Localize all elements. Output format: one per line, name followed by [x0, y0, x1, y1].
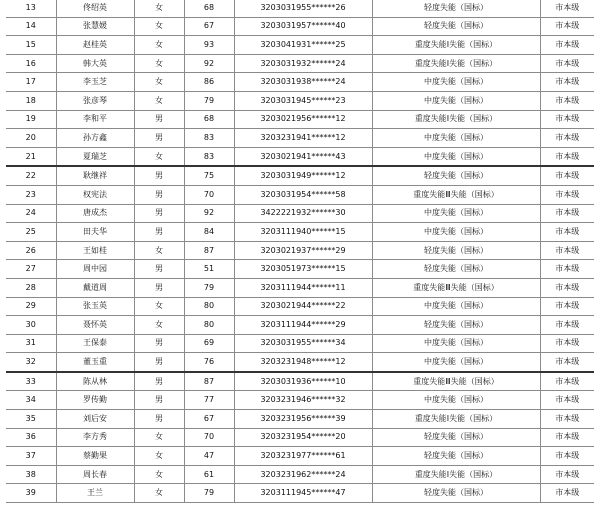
row-number-cell: 27 — [6, 260, 56, 279]
name-cell: 戴道周 — [56, 278, 134, 297]
table-row — [6, 391, 594, 410]
row-number-cell: 37 — [6, 447, 56, 466]
disability-grade-cell: 重度失能Ⅰ失能（国标） — [372, 54, 540, 73]
table-row — [6, 241, 594, 260]
id-number-cell: 3203051973******15 — [234, 260, 372, 279]
row-number-cell: 18 — [6, 91, 56, 110]
disability-grade-cell: 重度失能Ⅰ失能（国标） — [372, 36, 540, 55]
table-row — [6, 54, 594, 73]
disability-grade-cell: 中度失能（国标） — [372, 204, 540, 223]
region-cell: 市本级 — [540, 391, 594, 410]
age-cell: 83 — [184, 147, 234, 166]
gender-cell: 男 — [134, 278, 184, 297]
row-number-cell: 34 — [6, 391, 56, 410]
name-cell: 韩大英 — [56, 54, 134, 73]
id-number-cell: 3203031945******23 — [234, 91, 372, 110]
age-cell: 84 — [184, 223, 234, 242]
name-cell: 王保泰 — [56, 334, 134, 353]
age-cell: 77 — [184, 391, 234, 410]
age-cell: 79 — [184, 484, 234, 503]
table-row — [6, 447, 594, 466]
gender-cell: 男 — [134, 410, 184, 429]
gender-cell: 女 — [134, 147, 184, 166]
region-cell: 市本级 — [540, 204, 594, 223]
id-number-cell: 3203111945******47 — [234, 484, 372, 503]
disability-grade-cell: 轻度失能（国标） — [372, 484, 540, 503]
table-row — [6, 484, 594, 503]
disability-grade-cell: 轻度失能（国标） — [372, 260, 540, 279]
region-cell: 市本级 — [540, 447, 594, 466]
id-number-cell: 3203031936******10 — [234, 372, 372, 391]
age-cell: 61 — [184, 465, 234, 484]
name-cell: 李方秀 — [56, 428, 134, 447]
disability-grade-cell: 重度失能Ⅲ失能（国标） — [372, 372, 540, 391]
table-row — [6, 166, 594, 185]
row-number-cell: 38 — [6, 465, 56, 484]
age-cell: 79 — [184, 91, 234, 110]
name-cell: 周长春 — [56, 465, 134, 484]
age-cell: 87 — [184, 372, 234, 391]
age-cell: 87 — [184, 241, 234, 260]
age-cell: 75 — [184, 166, 234, 185]
gender-cell: 男 — [134, 391, 184, 410]
region-cell: 市本级 — [540, 465, 594, 484]
id-number-cell: 3203021956******12 — [234, 110, 372, 129]
age-cell: 69 — [184, 334, 234, 353]
disability-grade-cell: 轻度失能（国标） — [372, 241, 540, 260]
id-number-cell: 3203031955******26 — [234, 0, 372, 17]
gender-cell: 女 — [134, 465, 184, 484]
table-row — [6, 0, 594, 17]
disability-grade-cell: 轻度失能（国标） — [372, 428, 540, 447]
table-row — [6, 278, 594, 297]
table-row — [6, 297, 594, 316]
name-cell: 耿继祥 — [56, 166, 134, 185]
age-cell: 67 — [184, 17, 234, 36]
gender-cell: 男 — [134, 353, 184, 372]
disability-grade-cell: 中度失能（国标） — [372, 391, 540, 410]
region-cell: 市本级 — [540, 484, 594, 503]
disability-grade-cell: 中度失能（国标） — [372, 73, 540, 92]
region-cell: 市本级 — [540, 36, 594, 55]
id-number-cell: 3203231954******20 — [234, 428, 372, 447]
gender-cell: 男 — [134, 185, 184, 204]
name-cell: 权宪法 — [56, 185, 134, 204]
disability-grade-cell: 重度失能Ⅲ失能（国标） — [372, 278, 540, 297]
id-number-cell: 3203031949******12 — [234, 166, 372, 185]
gender-cell: 女 — [134, 73, 184, 92]
region-cell: 市本级 — [540, 166, 594, 185]
name-cell: 赵桂英 — [56, 36, 134, 55]
row-number-cell: 13 — [6, 0, 56, 17]
disability-grade-cell: 中度失能（国标） — [372, 129, 540, 148]
id-number-cell: 3203231956******39 — [234, 410, 372, 429]
gender-cell: 男 — [134, 110, 184, 129]
gender-cell: 女 — [134, 91, 184, 110]
id-number-cell: 3203021944******22 — [234, 297, 372, 316]
row-number-cell: 21 — [6, 147, 56, 166]
table-row — [6, 465, 594, 484]
age-cell: 80 — [184, 316, 234, 335]
id-number-cell: 3203021937******29 — [234, 241, 372, 260]
gender-cell: 男 — [134, 204, 184, 223]
id-number-cell: 3203231977******61 — [234, 447, 372, 466]
table-row — [6, 428, 594, 447]
age-cell: 51 — [184, 260, 234, 279]
region-cell: 市本级 — [540, 54, 594, 73]
region-cell: 市本级 — [540, 410, 594, 429]
row-number-cell: 30 — [6, 316, 56, 335]
row-number-cell: 31 — [6, 334, 56, 353]
row-number-cell: 14 — [6, 17, 56, 36]
table-row — [6, 91, 594, 110]
gender-cell: 男 — [134, 372, 184, 391]
gender-cell: 男 — [134, 129, 184, 148]
age-cell: 92 — [184, 54, 234, 73]
id-number-cell: 3203111940******15 — [234, 223, 372, 242]
table-row — [6, 185, 594, 204]
table-row — [6, 372, 594, 391]
region-cell: 市本级 — [540, 185, 594, 204]
name-cell: 王兰 — [56, 484, 134, 503]
gender-cell: 女 — [134, 0, 184, 17]
gender-cell: 女 — [134, 447, 184, 466]
row-number-cell: 17 — [6, 73, 56, 92]
table-row — [6, 17, 594, 36]
table-row — [6, 316, 594, 335]
table-row — [6, 147, 594, 166]
region-cell: 市本级 — [540, 223, 594, 242]
row-number-cell: 20 — [6, 129, 56, 148]
table-row — [6, 410, 594, 429]
name-cell: 田夫华 — [56, 223, 134, 242]
row-number-cell: 35 — [6, 410, 56, 429]
region-cell: 市本级 — [540, 241, 594, 260]
id-number-cell: 3203031938******24 — [234, 73, 372, 92]
name-cell: 周中园 — [56, 260, 134, 279]
age-cell: 76 — [184, 353, 234, 372]
disability-grade-cell: 中度失能（国标） — [372, 91, 540, 110]
table-row — [6, 129, 594, 148]
table-row — [6, 334, 594, 353]
disability-grade-cell: 重度失能Ⅰ失能（国标） — [372, 110, 540, 129]
age-cell: 70 — [184, 185, 234, 204]
table-row — [6, 223, 594, 242]
row-number-cell: 25 — [6, 223, 56, 242]
gender-cell: 男 — [134, 166, 184, 185]
gender-cell: 女 — [134, 316, 184, 335]
age-cell: 47 — [184, 447, 234, 466]
id-number-cell: 3203111944******11 — [234, 278, 372, 297]
id-number-cell: 3203041931******25 — [234, 36, 372, 55]
row-number-cell: 39 — [6, 484, 56, 503]
disability-grade-cell: 轻度失能（国标） — [372, 166, 540, 185]
row-number-cell: 33 — [6, 372, 56, 391]
disability-grade-cell: 轻度失能（国标） — [372, 447, 540, 466]
name-cell: 孙方鑫 — [56, 129, 134, 148]
region-cell: 市本级 — [540, 278, 594, 297]
name-cell: 董玉重 — [56, 353, 134, 372]
disability-grade-cell: 重度失能Ⅰ失能（国标） — [372, 410, 540, 429]
id-number-cell: 3203231941******12 — [234, 129, 372, 148]
id-number-cell: 3203021941******43 — [234, 147, 372, 166]
region-cell: 市本级 — [540, 147, 594, 166]
name-cell: 聂怀英 — [56, 316, 134, 335]
region-cell: 市本级 — [540, 316, 594, 335]
age-cell: 79 — [184, 278, 234, 297]
gender-cell: 女 — [134, 484, 184, 503]
name-cell: 佟绍英 — [56, 0, 134, 17]
table-row — [6, 204, 594, 223]
id-number-cell: 3422221932******30 — [234, 204, 372, 223]
disability-grade-cell: 轻度失能（国标） — [372, 316, 540, 335]
gender-cell: 女 — [134, 54, 184, 73]
age-cell: 68 — [184, 0, 234, 17]
gender-cell: 女 — [134, 241, 184, 260]
row-number-cell: 15 — [6, 36, 56, 55]
gender-cell: 女 — [134, 428, 184, 447]
age-cell: 83 — [184, 129, 234, 148]
age-cell: 68 — [184, 110, 234, 129]
table-body — [6, 0, 594, 503]
row-number-cell: 26 — [6, 241, 56, 260]
age-cell: 80 — [184, 297, 234, 316]
disability-grade-cell: 重度失能Ⅰ失能（国标） — [372, 465, 540, 484]
age-cell: 70 — [184, 428, 234, 447]
assessment-table — [6, 0, 594, 503]
disability-grade-cell: 中度失能（国标） — [372, 353, 540, 372]
region-cell: 市本级 — [540, 353, 594, 372]
gender-cell: 男 — [134, 260, 184, 279]
name-cell: 蔡勤果 — [56, 447, 134, 466]
table-row — [6, 353, 594, 372]
row-number-cell: 22 — [6, 166, 56, 185]
region-cell: 市本级 — [540, 91, 594, 110]
id-number-cell: 3203031955******34 — [234, 334, 372, 353]
age-cell: 67 — [184, 410, 234, 429]
region-cell: 市本级 — [540, 297, 594, 316]
row-number-cell: 36 — [6, 428, 56, 447]
region-cell: 市本级 — [540, 0, 594, 17]
row-number-cell: 28 — [6, 278, 56, 297]
id-number-cell: 3203231946******32 — [234, 391, 372, 410]
gender-cell: 男 — [134, 334, 184, 353]
region-cell: 市本级 — [540, 129, 594, 148]
name-cell: 张慧媛 — [56, 17, 134, 36]
name-cell: 张彦琴 — [56, 91, 134, 110]
region-cell: 市本级 — [540, 372, 594, 391]
name-cell: 罗传勤 — [56, 391, 134, 410]
table-row — [6, 36, 594, 55]
id-number-cell: 3203231948******12 — [234, 353, 372, 372]
name-cell: 刘后安 — [56, 410, 134, 429]
age-cell: 86 — [184, 73, 234, 92]
name-cell: 唐成杰 — [56, 204, 134, 223]
gender-cell: 女 — [134, 17, 184, 36]
region-cell: 市本级 — [540, 73, 594, 92]
row-number-cell: 19 — [6, 110, 56, 129]
region-cell: 市本级 — [540, 334, 594, 353]
disability-grade-cell: 中度失能（国标） — [372, 147, 540, 166]
name-cell: 陈从林 — [56, 372, 134, 391]
name-cell: 张玉英 — [56, 297, 134, 316]
name-cell: 李玉芝 — [56, 73, 134, 92]
region-cell: 市本级 — [540, 17, 594, 36]
region-cell: 市本级 — [540, 260, 594, 279]
table-row — [6, 73, 594, 92]
disability-grade-cell: 中度失能（国标） — [372, 334, 540, 353]
table-row — [6, 260, 594, 279]
disability-grade-cell: 轻度失能（国标） — [372, 0, 540, 17]
gender-cell: 女 — [134, 36, 184, 55]
row-number-cell: 32 — [6, 353, 56, 372]
id-number-cell: 3203111944******29 — [234, 316, 372, 335]
row-number-cell: 29 — [6, 297, 56, 316]
disability-grade-cell: 轻度失能（国标） — [372, 17, 540, 36]
name-cell: 王如桂 — [56, 241, 134, 260]
region-cell: 市本级 — [540, 110, 594, 129]
id-number-cell: 3203031954******58 — [234, 185, 372, 204]
table-row — [6, 110, 594, 129]
age-cell: 93 — [184, 36, 234, 55]
age-cell: 92 — [184, 204, 234, 223]
disability-grade-cell: 中度失能（国标） — [372, 297, 540, 316]
gender-cell: 男 — [134, 223, 184, 242]
id-number-cell: 3203031957******40 — [234, 17, 372, 36]
id-number-cell: 3203231962******24 — [234, 465, 372, 484]
disability-grade-cell: 重度失能Ⅲ失能（国标） — [372, 185, 540, 204]
id-number-cell: 3203031932******24 — [234, 54, 372, 73]
row-number-cell: 24 — [6, 204, 56, 223]
region-cell: 市本级 — [540, 428, 594, 447]
name-cell: 夏瑞芝 — [56, 147, 134, 166]
gender-cell: 女 — [134, 297, 184, 316]
row-number-cell: 23 — [6, 185, 56, 204]
disability-grade-cell: 中度失能（国标） — [372, 223, 540, 242]
name-cell: 李和平 — [56, 110, 134, 129]
row-number-cell: 16 — [6, 54, 56, 73]
